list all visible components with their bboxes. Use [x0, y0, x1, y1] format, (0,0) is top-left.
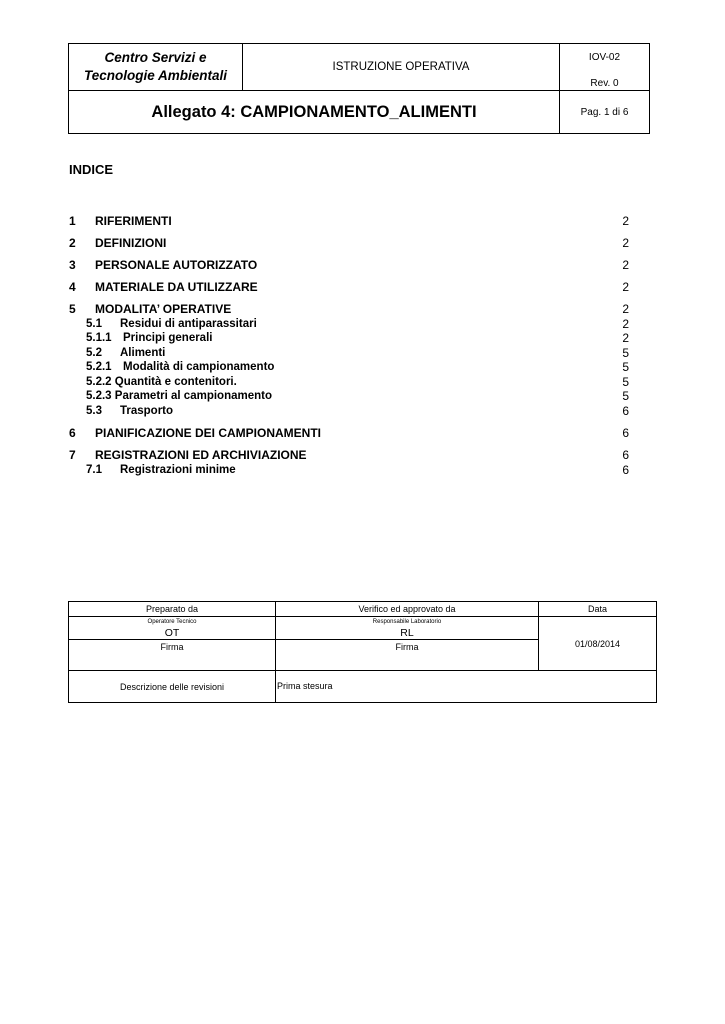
prepared-header: Preparato da — [145, 604, 199, 614]
organization-name — [84, 49, 227, 85]
toc-page: 2 — [622, 258, 629, 272]
organization-line-2: Tecnologie Ambientali — [83, 68, 227, 83]
prepared-header-cell — [68, 601, 276, 617]
prepared-signature-cell — [68, 639, 276, 671]
prepared-name: OT — [164, 627, 180, 639]
toc-number: 5 — [69, 302, 76, 316]
toc-page: 5 — [622, 375, 629, 389]
toc-number: 5.1.1 — [86, 332, 112, 344]
toc-title: Alimenti — [120, 347, 166, 359]
revisions-label: Descrizione delle revisioni — [119, 681, 225, 692]
toc-page: 5 — [622, 389, 629, 403]
toc-page: 2 — [622, 214, 629, 228]
toc-page: 2 — [622, 331, 629, 345]
title-cell — [68, 90, 560, 134]
revisions-value-cell — [275, 670, 657, 703]
organization-cell — [68, 43, 243, 91]
toc-page: 2 — [622, 280, 629, 294]
toc-page: 6 — [622, 448, 629, 462]
toc-title: MODALITA’ OPERATIVE — [95, 302, 232, 316]
page-cell — [559, 90, 650, 134]
verified-header-cell — [275, 601, 539, 617]
toc-number: 7.1 — [86, 464, 102, 476]
revisions-label-cell — [68, 670, 276, 703]
toc-page: 5 — [622, 346, 629, 360]
prepared-name-cell — [68, 616, 276, 640]
toc-number: 6 — [69, 426, 76, 440]
toc-number: 7 — [69, 448, 76, 462]
document-title: Allegato 4: CAMPIONAMENTO_ALIMENTI — [151, 102, 477, 121]
toc-number: 5.2 — [86, 347, 102, 359]
code-revision-cell — [559, 43, 650, 91]
toc-page: 2 — [622, 236, 629, 250]
toc-title: RIFERIMENTI — [95, 214, 172, 228]
signature-label: Firma — [160, 642, 184, 652]
signature-label: Firma — [395, 642, 419, 652]
toc-page: 2 — [622, 302, 629, 316]
toc-title: PIANIFICAZIONE DEI CAMPIONAMENTI — [95, 426, 322, 440]
toc-title: DEFINIZIONI — [95, 236, 167, 250]
toc-title: Residui di antiparassitari — [120, 318, 257, 330]
document-header — [68, 43, 650, 134]
toc-number: 4 — [69, 280, 76, 294]
toc-page: 6 — [622, 426, 629, 440]
toc-number: 1 — [69, 214, 76, 228]
toc-number: 5.2.1 — [86, 361, 112, 373]
toc-page: 6 — [622, 463, 629, 477]
toc-title: Registrazioni minime — [120, 464, 236, 476]
index-heading: INDICE — [69, 162, 114, 177]
date-value: 01/08/2014 — [574, 638, 621, 649]
toc-page: 5 — [622, 360, 629, 374]
toc-title: Principi generali — [123, 332, 213, 344]
toc-number: 5.3 — [86, 405, 102, 417]
toc-page: 6 — [622, 404, 629, 418]
verified-signature-cell — [275, 639, 539, 671]
toc-title: Modalità di campionamento — [123, 361, 275, 373]
toc-title: Trasporto — [120, 405, 174, 417]
toc-title: 5.2.3 Parametri al campionamento — [86, 390, 272, 402]
document-type-cell — [242, 43, 560, 91]
revisions-value: Prima stesura — [277, 681, 333, 691]
verified-role: Responsabile Laboratorio — [372, 619, 442, 625]
approval-table — [68, 601, 657, 703]
toc-title: 5.2.2 Quantità e contenitori. — [86, 376, 237, 388]
date-header: Data — [587, 604, 607, 614]
document-type: ISTRUZIONE OPERATIVA — [332, 61, 470, 73]
toc-title: REGISTRAZIONI ED ARCHIVIAZIONE — [95, 448, 307, 462]
verified-name: RL — [400, 627, 414, 639]
toc-number: 3 — [69, 258, 76, 272]
toc-number: 5.1 — [86, 318, 102, 330]
verified-header: Verifico ed approvato da — [358, 604, 456, 614]
toc-number: 2 — [69, 236, 76, 250]
organization-line-1: Centro Servizi e — [104, 50, 207, 65]
prepared-role: Operatore Tecnico — [147, 619, 197, 625]
toc-title: MATERIALE DA UTILIZZARE — [95, 280, 258, 294]
verified-name-cell — [275, 616, 539, 640]
toc-page: 2 — [622, 317, 629, 331]
date-header-cell — [538, 601, 657, 617]
document-revision: Rev. 0 — [590, 78, 619, 89]
document-code: IOV-02 — [588, 52, 621, 63]
toc-title: PERSONALE AUTORIZZATO — [95, 258, 258, 272]
date-value-cell — [538, 616, 657, 671]
page-number: Pag. 1 di 6 — [580, 106, 629, 118]
